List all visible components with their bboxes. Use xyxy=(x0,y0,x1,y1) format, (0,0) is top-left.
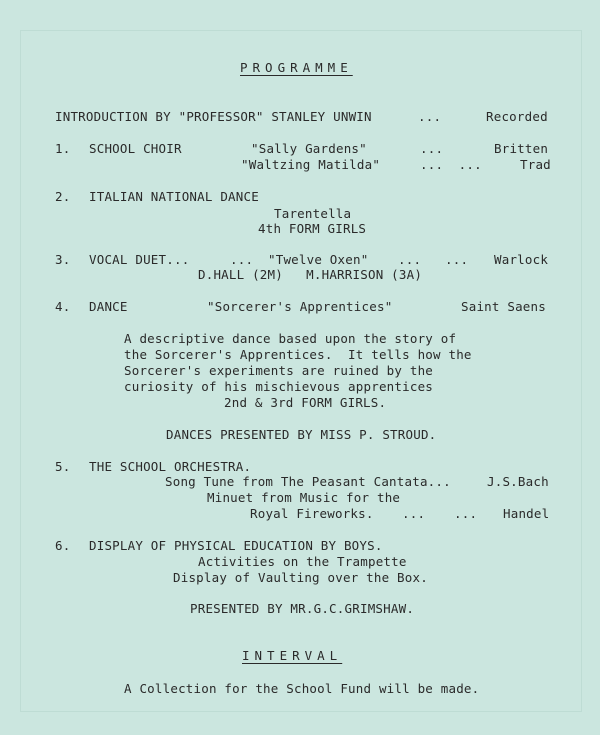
dances-presented: DANCES PRESENTED BY MISS P. STROUD. xyxy=(166,427,437,442)
item5-line3: Royal Fireworks. xyxy=(250,506,374,521)
item5-dots3: ... xyxy=(402,506,426,521)
item1-song1: "Sally Gardens" xyxy=(251,141,367,156)
item6-number: 6. xyxy=(55,538,71,553)
item4-label: DANCE xyxy=(89,299,128,314)
item3-song: "Twelve Oxen" xyxy=(268,252,369,267)
item2-number: 2. xyxy=(55,189,71,204)
intro-text: INTRODUCTION BY "PROFESSOR" STANLEY UNWIN xyxy=(55,109,372,124)
intro-dots: ... xyxy=(418,109,442,124)
item4-composer: Saint Saens xyxy=(461,299,546,314)
programme-title: PROGRAMME xyxy=(240,60,353,75)
item3-composer: Warlock xyxy=(494,252,549,267)
item4-desc2: the Sorcerer's Apprentices. It tells how the xyxy=(124,347,472,362)
item4-desc4: curiosity of his mischievous apprentices xyxy=(124,379,434,394)
item5-line1: Song Tune from The Peasant Cantata... xyxy=(165,474,451,489)
collection-note: A Collection for the School Fund will be made. xyxy=(124,681,480,696)
item6-line2: Display of Vaulting over the Box. xyxy=(173,570,428,585)
item4-desc5: 2nd & 3rd FORM GIRLS. xyxy=(224,395,387,410)
item1-dots1: ... xyxy=(420,141,444,156)
item2-line2: 4th FORM GIRLS xyxy=(258,221,367,236)
item2-line1: Tarentella xyxy=(274,206,352,221)
item4-desc3: Sorcerer's experiments are ruined by the xyxy=(124,363,434,378)
item4-number: 4. xyxy=(55,299,71,314)
item3-number: 3. xyxy=(55,252,71,267)
intro-note: Recorded xyxy=(486,109,548,124)
item6-line1: Activities on the Trampette xyxy=(198,554,407,569)
item3-dots3: ... xyxy=(445,252,469,267)
item3-dots2: ... xyxy=(398,252,422,267)
item3-performers: D.HALL (2M) M.HARRISON (3A) xyxy=(198,267,423,282)
item2-label: ITALIAN NATIONAL DANCE xyxy=(89,189,259,204)
item3-dots1: ... xyxy=(230,252,254,267)
item3-label: VOCAL DUET... xyxy=(89,252,190,267)
item5-label: THE SCHOOL ORCHESTRA. xyxy=(89,459,252,474)
item1-composer1: Britten xyxy=(494,141,549,156)
presented-by: PRESENTED BY MR.G.C.GRIMSHAW. xyxy=(190,601,415,616)
item6-label: DISPLAY OF PHYSICAL EDUCATION BY BOYS. xyxy=(89,538,383,553)
item1-song2: "Waltzing Matilda" xyxy=(241,157,381,172)
item1-label: SCHOOL CHOIR xyxy=(89,141,182,156)
item5-number: 5. xyxy=(55,459,71,474)
item5-dots3b: ... xyxy=(454,506,478,521)
interval-heading: INTERVAL xyxy=(242,648,343,663)
item1-dots2: ... ... xyxy=(420,157,482,172)
item5-line2: Minuet from Music for the xyxy=(207,490,401,505)
item1-number: 1. xyxy=(55,141,71,156)
item4-desc1: A descriptive dance based upon the story of xyxy=(124,331,457,346)
item5-composer3: Handel xyxy=(503,506,550,521)
item5-composer1: J.S.Bach xyxy=(487,474,549,489)
item4-title: "Sorcerer's Apprentices" xyxy=(207,299,393,314)
item1-composer2: Trad xyxy=(520,157,551,172)
